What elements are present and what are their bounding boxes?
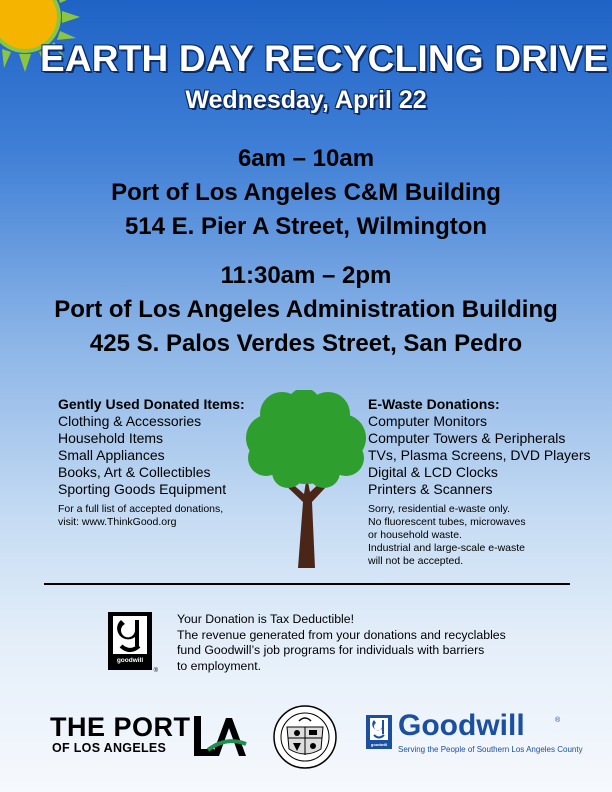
tax-line: to employment. xyxy=(177,658,262,673)
list-item: Clothing & Accessories xyxy=(58,413,202,429)
note-line: Sorry, residential e-waste only. xyxy=(368,503,511,515)
tax-line: fund Goodwill’s job programs for individuals with barriers xyxy=(177,643,485,657)
registered-mark: ® xyxy=(153,668,158,674)
tax-line: Your Donation is Tax Deductible! xyxy=(177,612,355,626)
registered-mark: ® xyxy=(555,717,561,724)
list-item: Digital & LCD Clocks xyxy=(368,464,498,480)
session-address: 514 E. Pier A Street, Wilmington xyxy=(124,213,488,240)
goodwill-smile-icon xyxy=(370,718,388,740)
list-item: Household Items xyxy=(58,430,164,446)
session-venue: Port of Los Angeles Administration Building xyxy=(54,296,558,323)
list-item: Sporting Goods Equipment xyxy=(58,481,227,497)
list-item: TVs, Plasma Screens, DVD Players xyxy=(368,447,591,463)
note-line: No fluorescent tubes, microwaves xyxy=(368,516,526,528)
port-logo-line2: OF LOS ANGELES xyxy=(52,741,167,755)
goodwill-badge-logo xyxy=(108,612,158,674)
list-item: Books, Art & Collectibles xyxy=(58,464,211,480)
session-time: 11:30am – 2pm xyxy=(220,262,392,289)
port-la-mark-icon xyxy=(190,714,248,758)
goodwill-badge-text: goodwill xyxy=(116,657,144,664)
note-line: or household waste. xyxy=(368,529,462,541)
note-line: For a full list of accepted donations, xyxy=(58,503,224,515)
list-item: Small Appliances xyxy=(58,447,165,463)
goodwill-tagline: Serving the People of Southern Los Angeles County xyxy=(398,745,583,754)
goodwill-smile-icon xyxy=(113,616,147,654)
port-of-la-logo xyxy=(50,712,250,760)
list-item: Computer Towers & Peripherals xyxy=(368,430,566,446)
event-date: Wednesday, April 22 xyxy=(185,86,427,114)
goodwill-wordmark: Goodwill xyxy=(398,709,525,742)
tax-line: The revenue generated from your donations and recyclables xyxy=(177,627,506,642)
page-title: EARTH DAY RECYCLING DRIVE xyxy=(40,38,609,79)
goodwill-mini-badge xyxy=(366,715,392,749)
list-item: Computer Monitors xyxy=(368,413,488,429)
ewaste-heading: E-Waste Donations: xyxy=(368,396,500,412)
tax-deductible-note xyxy=(177,612,557,674)
session-morning xyxy=(0,142,612,244)
note-line: visit: www.ThinkGood.org xyxy=(58,516,177,528)
ewaste-list xyxy=(368,413,608,498)
donations-note xyxy=(58,503,258,529)
ewaste-section xyxy=(368,396,608,568)
donated-items-list xyxy=(58,413,258,498)
session-time: 6am – 10am xyxy=(237,145,375,172)
port-logo-line1: THE PORT xyxy=(50,712,191,742)
goodwill-logo xyxy=(366,709,591,761)
donated-items-heading: Gently Used Donated Items: xyxy=(58,396,245,412)
city-seal-icon xyxy=(273,705,337,769)
session-address: 425 S. Palos Verdes Street, San Pedro xyxy=(89,330,523,357)
list-item: Printers & Scanners xyxy=(368,481,493,497)
note-line: will not be accepted. xyxy=(368,555,464,567)
note-line: Industrial and large-scale e-waste xyxy=(368,542,525,554)
session-midday xyxy=(0,259,612,361)
session-venue: Port of Los Angeles C&M Building xyxy=(111,179,501,206)
ewaste-note xyxy=(368,503,608,568)
goodwill-mini-text: goodwill xyxy=(370,742,388,747)
donated-items-section xyxy=(58,396,258,529)
tree-icon xyxy=(242,390,370,568)
divider xyxy=(44,583,570,585)
